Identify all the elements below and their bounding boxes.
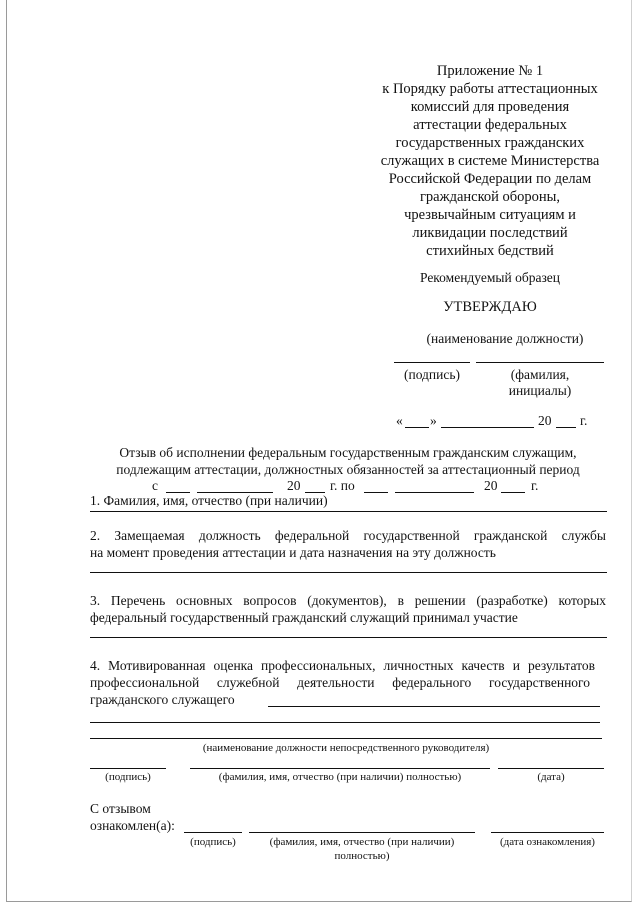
manager-position-caption: (наименование должности непосредственного руководителя) bbox=[202, 742, 490, 754]
acquainted-label-2: ознакомлен(а): bbox=[90, 818, 175, 833]
section-2-line-2: на момент проведения аттестации и дата назначения на эту должность bbox=[90, 545, 496, 560]
employee-date-caption: (дата ознакомления) bbox=[500, 836, 595, 848]
date-day-line bbox=[405, 427, 429, 428]
period-to-day-line bbox=[364, 492, 388, 493]
date-year-line bbox=[556, 427, 576, 428]
period-year-suffix: г. bbox=[531, 478, 539, 493]
appendix-line-11: стихийных бедствий bbox=[426, 243, 554, 259]
employee-date-line[interactable] bbox=[491, 832, 604, 833]
manager-date-line[interactable] bbox=[498, 768, 604, 769]
recommended-sample: Рекомендуемый образец bbox=[419, 270, 560, 285]
manager-name-caption: (фамилия, имя, отчество (при наличии) полностью) bbox=[218, 771, 462, 783]
date-month-line bbox=[441, 427, 534, 428]
section-1-fill-line[interactable] bbox=[90, 511, 607, 512]
date-open-quote: « bbox=[396, 413, 403, 428]
approve-heading: УТВЕРЖДАЮ bbox=[443, 299, 537, 315]
employee-name-line[interactable] bbox=[249, 832, 475, 833]
date-close-quote: » bbox=[430, 413, 437, 428]
period-to-century: 20 bbox=[484, 478, 498, 493]
period-to-year-line bbox=[501, 492, 525, 493]
period-from-century: 20 bbox=[287, 478, 301, 493]
section-4-fill-line-2[interactable] bbox=[90, 722, 600, 723]
appendix-line-9: чрезвычайным ситуациям и bbox=[404, 207, 576, 223]
appendix-line-3: комиссий для проведения bbox=[410, 99, 570, 115]
manager-position-line[interactable] bbox=[90, 738, 602, 739]
manager-date-caption: (дата) bbox=[537, 771, 565, 783]
section-2-line-1: 2. Замещаемая должность федеральной государственной гражданской службы bbox=[90, 528, 606, 543]
appendix-line-1: Приложение № 1 bbox=[436, 63, 544, 79]
section-4-line-2: профессиональной служебной деятельности федерального государственного bbox=[90, 675, 590, 690]
employee-signature-line[interactable] bbox=[184, 832, 242, 833]
appendix-header bbox=[340, 62, 640, 260]
signature-caption: (подпись) bbox=[403, 367, 461, 382]
surname-caption-1: (фамилия, bbox=[510, 367, 570, 382]
appendix-line-2: к Порядку работы аттестационных bbox=[382, 81, 598, 97]
appendix-line-5: государственных гражданских bbox=[395, 135, 585, 151]
appendix-line-7: Российской Федерации по делам bbox=[388, 171, 592, 187]
appendix-line-6: служащих в системе Министерства bbox=[380, 153, 600, 169]
surname-line bbox=[476, 362, 604, 363]
signature-line bbox=[394, 362, 470, 363]
date-century: 20 bbox=[538, 413, 552, 428]
position-name-caption: (наименование должности) bbox=[426, 331, 584, 346]
manager-signature-caption: (подпись) bbox=[105, 771, 151, 783]
period-to-month-line bbox=[395, 492, 474, 493]
section-4-line-1: 4. Мотивированная оценка профессиональных, личностных качеств и результатов bbox=[90, 658, 595, 673]
section-1-label: 1. Фамилия, имя, отчество (при наличии) bbox=[90, 493, 328, 508]
period-to-label: г. по bbox=[330, 478, 355, 493]
review-title-line-2: подлежащим аттестации, должностных обязанностей за аттестационный период bbox=[116, 462, 580, 477]
appendix-line-4: аттестации федеральных bbox=[413, 117, 567, 133]
section-4-fill-line-1[interactable] bbox=[268, 706, 600, 707]
manager-signature-line[interactable] bbox=[90, 768, 166, 769]
date-year-suffix: г. bbox=[580, 413, 588, 428]
acquainted-label-1: С отзывом bbox=[90, 801, 151, 816]
period-from-label: с bbox=[152, 478, 158, 493]
appendix-line-8: гражданской обороны, bbox=[419, 189, 561, 205]
section-3-line-1: 3. Перечень основных вопросов (документов), в решении (разработке) которых bbox=[90, 593, 606, 608]
employee-name-caption-2: полностью) bbox=[334, 850, 390, 862]
section-2-fill-line[interactable] bbox=[90, 572, 607, 573]
review-title-line-1: Отзыв об исполнении федеральным государственным гражданским служащим, bbox=[119, 445, 577, 460]
surname-caption-2: инициалы) bbox=[508, 383, 572, 398]
appendix-line-10: ликвидации последствий bbox=[412, 225, 568, 241]
manager-name-line[interactable] bbox=[190, 768, 490, 769]
section-3-line-2: федеральный государственный гражданский служащий принимал участие bbox=[90, 610, 518, 625]
section-3-fill-line[interactable] bbox=[90, 637, 607, 638]
employee-signature-caption: (подпись) bbox=[190, 836, 236, 848]
employee-name-caption-1: (фамилия, имя, отчество (при наличии) bbox=[269, 836, 455, 848]
section-4-line-3: гражданского служащего bbox=[90, 692, 235, 707]
